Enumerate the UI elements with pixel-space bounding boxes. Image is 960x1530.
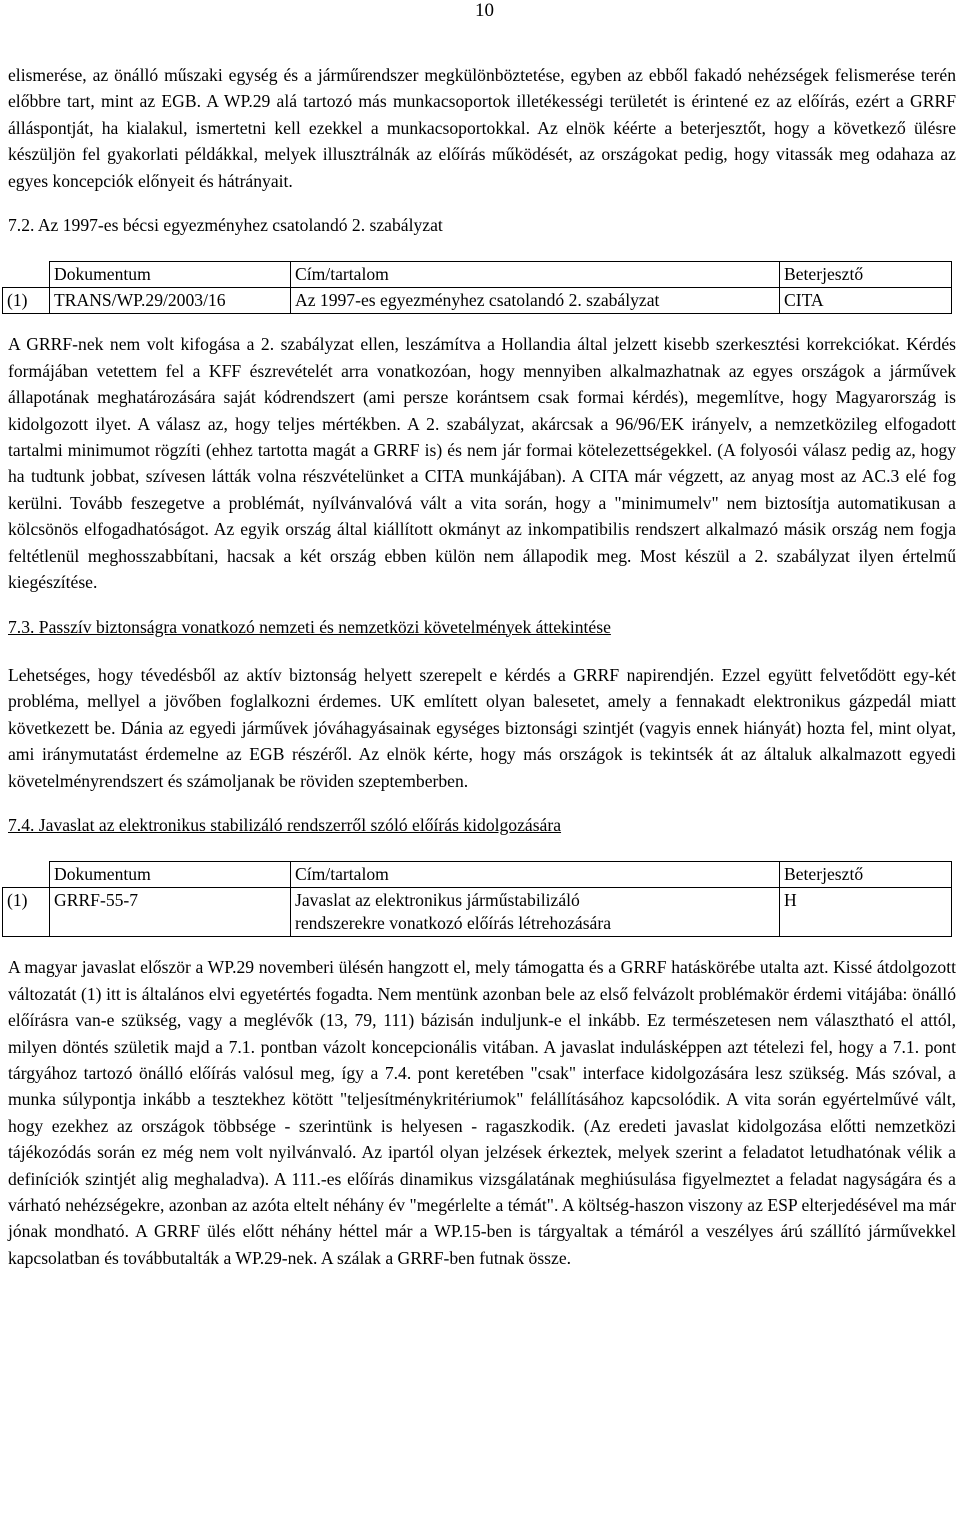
section-7-2-heading: 7.2. Az 1997-es bécsi egyezményhez csatolandó 2. szabályzat (8, 215, 443, 236)
table-header-document: Dokumentum (50, 862, 291, 888)
document-body (8, 62, 956, 1271)
table-cell-submitter: CITA (780, 288, 952, 314)
section-7-4-body: A magyar javaslat először a WP.29 novemberi ülésén hangzott el, mely támogatta és a GRRF hatáskörébe utalta azt. Kissé átdolgozott változatát (1) itt is általános elvi egyetértés fogadta. Nem mentünk azonban bele az első felvázolt problémakör érdemi vitájába: önálló előírásra van-e szükség, vagy a meglévők (13, 79, 111) bázisán induljunk-e el inkább. Ez természetesen nem választható el attól, milyen döntés születik majd a 7.1. pontban vázolt koncepcionális vitában. A javaslat indulásképpen azt tételezi fel, hogy a 7.1. pont tárgyához tartozó önálló előírás valósul meg, így a 7.4. pont keretében "csak" interface kidolgozására lesz szükség. Más szóval, a munka súlypontja inkább a tesztekhez kötött "teljesítménykritériumok" felállításához kapcsolódik. A vita során egyértelművé vált, hogy ezekhez az országok többsége - szerintünk is helyesen - ragaszkodik. (Az eredeti javaslat kidolgozása előtti nemzetközi tájékozódás során ez még nem volt nyilvánvaló. Az ipartól olyan jelzések érkeztek, melyek szerint a feladatot letudhatónak vélik a definíciók szintjét alig meghaladva). A 111.-es előírás dinamikus vizsgálatának meghiúsulása figyelmeztet a feladat nagyságára és a várható nehézségekre, azonban az azóta eltelt néhány év "megérlelte a témát". A költség-haszon viszony az ESP elterjedésével ma már jónak mondható. A GRRF ülés előtt néhány héttel már a WP.15-ben is tárgyaltak a témáról a veszélyes árú szállító járművekkel kapcsolatban és továbbutalták a WP.29-nek. A szálak a GRRF-ben futnak össze. (8, 957, 956, 1268)
section-7-2-table (2, 261, 952, 314)
table-cell-num: (1) (3, 888, 50, 937)
page-number: 10 (475, 0, 494, 21)
table-header-num (3, 262, 50, 288)
table-cell-document: GRRF-55-7 (50, 888, 291, 937)
table-header-row (3, 862, 952, 888)
table-header-num (3, 862, 50, 888)
table-cell-title (291, 888, 780, 937)
table-row (3, 888, 952, 937)
section-7-2-body: A GRRF-nek nem volt kifogása a 2. szabályzat ellen, leszámítva a Hollandia által jelzett kisebb szerkesztési korrekciókat. Kérdés formájában vetettem fel a KFF észrevételét arra vonatkozóan, hogy mennyiben alkalmazhatnak az egyes országok a járművek állapotának meghatározására saját kódrendszert (ami persze korántsem csak formai kérdés), megemlítve, hogy Magyarország is kidolgozott ilyet. A válasz az, hogy teljes mértékben. A 2. szabályzat, akárcsak a 96/96/EK irányelv, a nemzetközileg elfogadott tartalmi minimumot rögzíti (ehhez tartotta magát a GRRF is) és nem jár formai kötelezettségekkel. (A folyosói válasz pedig az, hogy ha tudtunk jobbat, szívesen látták volna részvételünket a CITA munkájában). A CITA már végzett, az anyag most az AC.3 elé fog kerülni. Tovább feszegetve a problémát, nyílvánvalóvá vált a vita során, hogy a "minimumelv" nem biztosítja automatikusan a kölcsönös elfogadhatóságot. Az egyik ország által kiállított okmányt az inkompatibilis rendszert alkalmazó másik ország nem fogja feltétlenül meghosszabbítani, hacsak a két ország ebben külön nem állapodik meg. Most készül a 2. szabályzat ilyen értelmű kiegészítése. (8, 334, 956, 593)
section-7-4-heading: 7.4. Javaslat az elektronikus stabilizáló rendszerről szóló előírás kidolgozására (8, 814, 562, 835)
table-cell-title-line-2: rendszerekre vonatkozó előírás létrehozására (295, 913, 612, 934)
table-header-title: Cím/tartalom (291, 862, 780, 888)
table-header-submitter: Beterjesztő (780, 262, 952, 288)
table-header-submitter: Beterjesztő (780, 862, 952, 888)
table-header-title: Cím/tartalom (291, 262, 780, 288)
section-7-3-heading: 7.3. Passzív biztonságra vonatkozó nemzeti és nemzetközi követelmények áttekintése (8, 616, 611, 637)
section-7-3-body: Lehetséges, hogy tévedésből az aktív biztonság helyett szerepelt e kérdés a GRRF napirendjén. Ezzel együtt felvetődött egy-két probléma, mellyel a jövőben foglalkozni érdemes. UK említett olyan balesetet, amely a fennakadt elektronikus gázpedál miatt következett be. Dánia az egyedi járművek jóváhagyásainak egységes biztonsági szintjét (vagyis ennek hiányát) hozta fel, mint olyat, ami iránymutatást érdemelne az EGB részéről. Az elnök kérte, hogy más országok is tekintsék át az általuk alkalmazott egyedi követelményrendszert és számoljanak be röviden szeptemberben. (8, 664, 956, 791)
table-cell-submitter: H (780, 888, 952, 937)
table-cell-num: (1) (3, 288, 50, 314)
section-7-4-table (2, 861, 952, 937)
table-header-document: Dokumentum (50, 262, 291, 288)
table-cell-title-line-1: Javaslat az elektronikus járműstabilizáló (295, 890, 580, 911)
table-header-row (3, 262, 952, 288)
table-cell-title: Az 1997-es egyezményhez csatolandó 2. szabályzat (291, 288, 780, 314)
paragraph-intro: elismerése, az önálló műszaki egység és a járműrendszer megkülönböztetése, egyben az ebből fakadó nehézségek felismerése terén előbbre tart, mint az EGB. A WP.29 alá tartozó más munkacsoportok illetékességi területét is érintené ez az előírás, ezért a GRRF álláspontját, ha kialakul, ismertetni kell ezekkel a munkacsoportokkal. Az elnök kéérte a beterjesztőt, hogy a következő ülésre készüljön fel gyakorlati példákkal, melyek illusztrálnák az előírás működését, az országokat pedig, hogy vitassák meg odahaza az egyes koncepciók előnyeit és hátrányait. (8, 65, 956, 191)
table-cell-document: TRANS/WP.29/2003/16 (50, 288, 291, 314)
table-row (3, 288, 952, 314)
